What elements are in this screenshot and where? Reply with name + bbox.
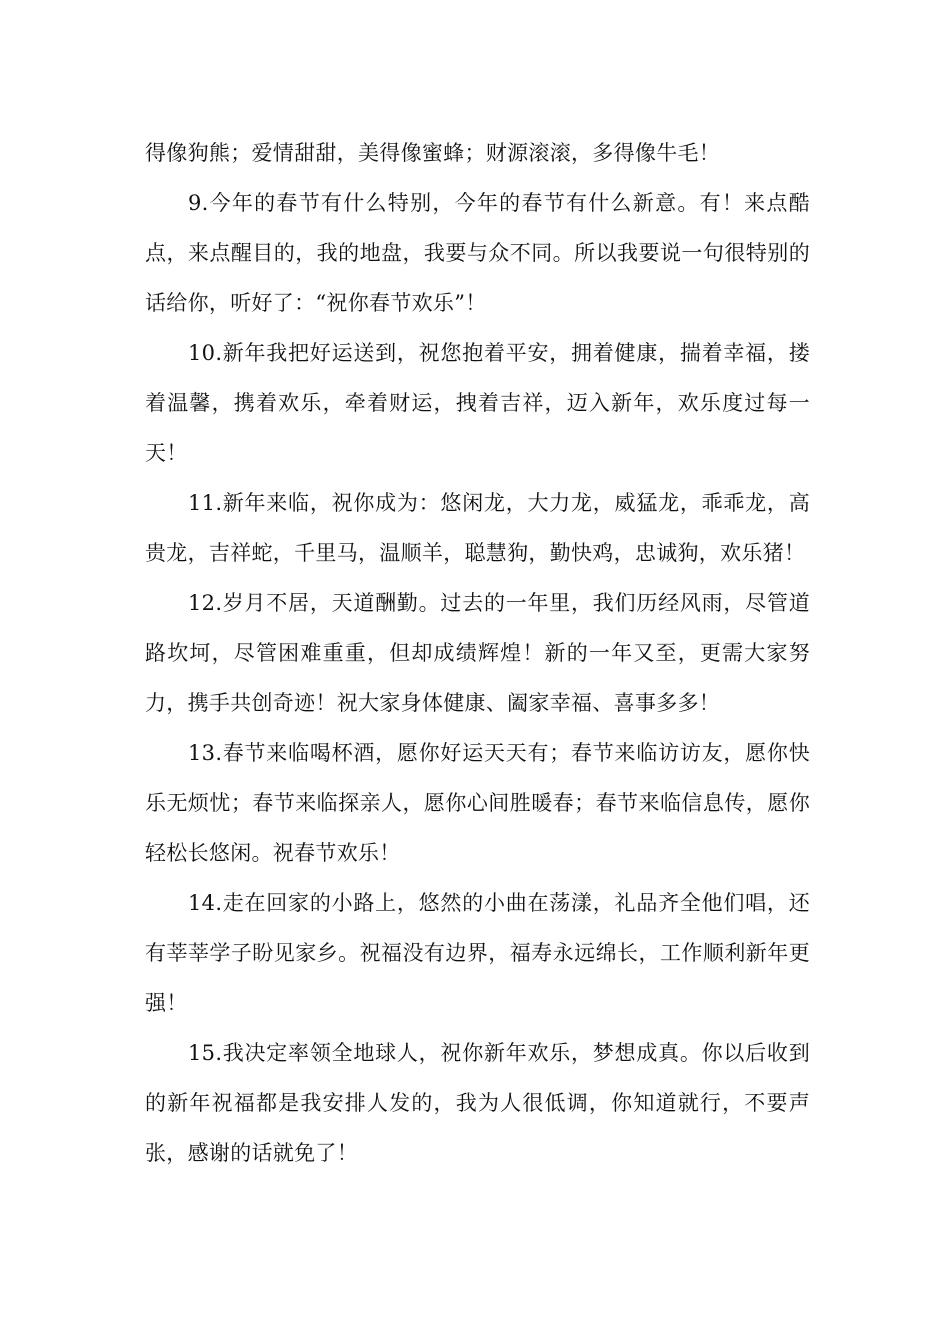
paragraph-item-9: 9.今年的春节有什么特别，今年的春节有什么新意。有！来点酷点，来点醒目的，我的地盘，我要与众不同。所以我要说一句很特别的话给你，听好了：“祝你春节欢乐”！ bbox=[145, 191, 810, 315]
document-body bbox=[145, 128, 810, 1178]
paragraph-item-15: 15.我决定率领全地球人，祝你新年欢乐，梦想成真。你以后收到的新年祝福都是我安排人发的，我为人很低调，你知道就行，不要声张，感谢的话就免了！ bbox=[145, 1041, 810, 1165]
paragraph-item-13: 13.春节来临喝杯酒，愿你好运天天有；春节来临访访友，愿你快乐无烦忧；春节来临探亲人，愿你心间胜暖春；春节来临信息传，愿你轻松长悠闲。祝春节欢乐！ bbox=[145, 741, 810, 865]
paragraph-item-11: 11.新年来临，祝你成为：悠闲龙，大力龙，威猛龙，乖乖龙，高贵龙，吉祥蛇，千里马，温顺羊，聪慧狗，勤快鸡，忠诚狗，欢乐猪！ bbox=[145, 491, 810, 565]
paragraph-item-14: 14.走在回家的小路上，悠然的小曲在荡漾，礼品齐全他们唱，还有莘莘学子盼见家乡。祝福没有边界，福寿永远绵长，工作顺利新年更强！ bbox=[145, 891, 810, 1015]
paragraph-item-12: 12.岁月不居，天道酬勤。过去的一年里，我们历经风雨，尽管道路坎坷，尽管困难重重，但却成绩辉煌！新的一年又至，更需大家努力，携手共创奇迹！祝大家身体健康、阖家幸福、喜事多多！ bbox=[145, 591, 810, 715]
paragraph-continuation: 得像狗熊；爱情甜甜，美得像蜜蜂；财源滚滚，多得像牛毛！ bbox=[145, 141, 721, 165]
paragraph-item-10: 10.新年我把好运送到，祝您抱着平安，拥着健康，揣着幸福，搂着温馨，携着欢乐，牵着财运，拽着吉祥，迈入新年，欢乐度过每一天！ bbox=[145, 341, 810, 465]
